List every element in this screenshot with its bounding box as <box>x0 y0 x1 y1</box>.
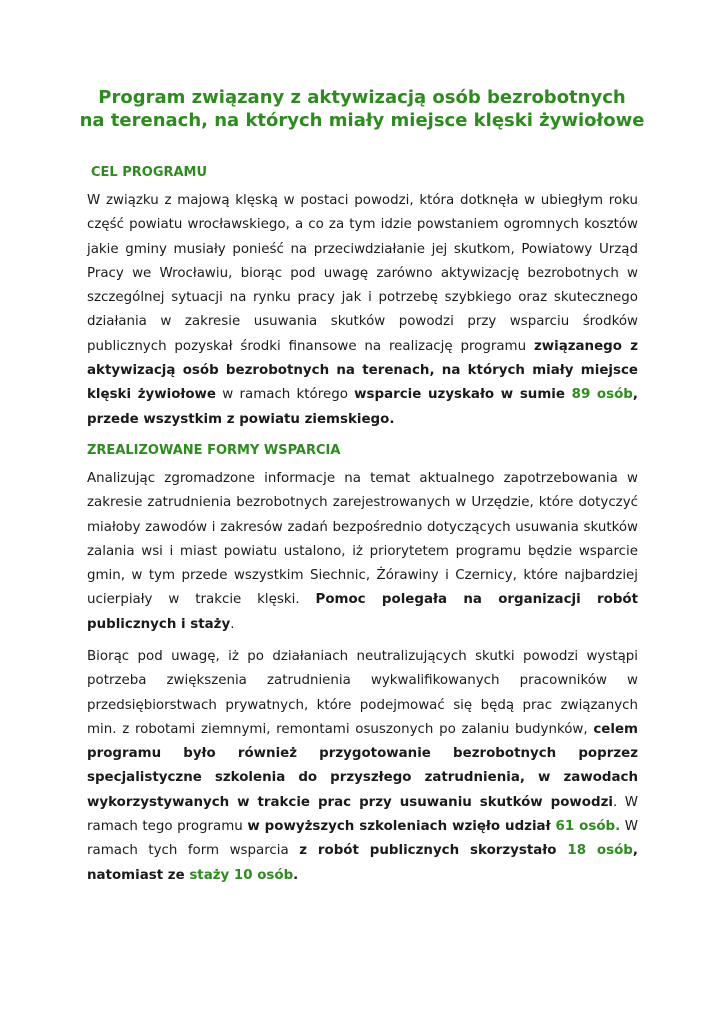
forms-p2-text-1: Biorąc pod uwagę, iż po działaniach neutralizujących skutki powodzi wystąpi potrzeba zwiększenia zatrudnienia wykwalifikowanych pracowników w przedsiębiorstwach prywatnych, które podejmować się będą prac związanych min. z robotami ziemnymi, remontami osuszonych po zalaniu budynków, <box>87 649 638 737</box>
document-title <box>60 86 664 132</box>
goal-green-count: 89 osób <box>571 387 633 403</box>
forms-p2-bold-goal: celem programu było również przygotowanie bezrobotnych poprzez specjalistyczne szkolenia do przyszłego zatrudnienia, w zawodach wykorzystywanych w trakcie prac przy usuwaniu skutków powodzi <box>87 721 638 810</box>
forms-p2-text-3: W ramach tych form wsparcia <box>87 819 639 859</box>
forms-p1-bold-help: Pomoc polegała na organizacji robót publicznych i staży <box>87 592 639 632</box>
goal-text-1: W związku z majową klęską w postaci powodzi, która dotknęła w ubiegłym roku część powiatu wrocławskiego, a co za tym idzie powstaniem ogromnych kosztów jakie gminy musiały ponieść na przeciwdziałanie jej skutkom, Powiatowy Urząd Pracy we Wrocławiu, biorąc pod uwagę zarówno aktywizację bezrobotnych w szczególnej sytuacji na rynku pracy jak i potrzebę szybkiego oraz skutecznego działania w zakresie usuwania skutków powodzi przy wsparciu środków publicznych pozyskał środki finansowe na realizację programu <box>87 193 638 354</box>
forms-p2-bold-public-works: z robót publicznych skorzystało <box>299 843 568 859</box>
section-heading-goal: CEL PROGRAMU <box>91 165 208 180</box>
forms-p2-bold-end: . <box>293 867 299 883</box>
paragraph-goal <box>87 189 638 432</box>
goal-text-2: w ramach którego <box>216 387 355 403</box>
goal-bold-support: wsparcie uzyskało w sumie <box>354 387 572 403</box>
title-line-1: Program związany z aktywizacją osób bezrobotnych <box>98 87 626 108</box>
forms-p2-bold-training: w powyższych szkoleniach wzięło udział <box>247 819 556 835</box>
forms-p2-text-2: . W ramach tego programu <box>87 794 638 835</box>
forms-p2-green-public-works-count: 18 osób <box>567 843 633 859</box>
forms-p1-text-1: Analizując zgromadzone informacje na temat aktualnego zapotrzebowania w zakresie zatrudnienia bezrobotnych zarejestrowanych w Urzędzie, które dotyczyć miałoby zawodów i zakresów zadań bezpośrednio dotyczących usuwania skutków zalania wsi i miast powiatu ustalono, iż priorytetem programu będzie wsparcie gmin, w tym przede wszystkim Siechnic, Żórawiny i Czernicy, które najbardziej ucierpiały w trakcie klęski. <box>87 471 638 608</box>
paragraph-forms-1 <box>87 467 638 637</box>
paragraph-forms-2 <box>87 645 638 888</box>
forms-p1-text-2: . <box>230 616 235 632</box>
forms-p2-bold-internships: , natomiast ze <box>87 843 638 883</box>
forms-p2-green-training-count: 61 osób. <box>555 819 621 835</box>
section-heading-forms: ZREALIZOWANE FORMY WSPARCIA <box>87 443 341 458</box>
goal-bold-county: , przede wszystkim z powiatu ziemskiego. <box>87 387 638 427</box>
goal-bold-program-name: związanego z aktywizacją osób bezrobotnych na terenach, na których miały miejsce klęski żywiołowe <box>87 338 638 403</box>
title-line-2: na terenach, na których miały miejsce klęski żywiołowe <box>79 110 645 131</box>
forms-p2-green-internships-count: staży 10 osób <box>189 867 294 883</box>
